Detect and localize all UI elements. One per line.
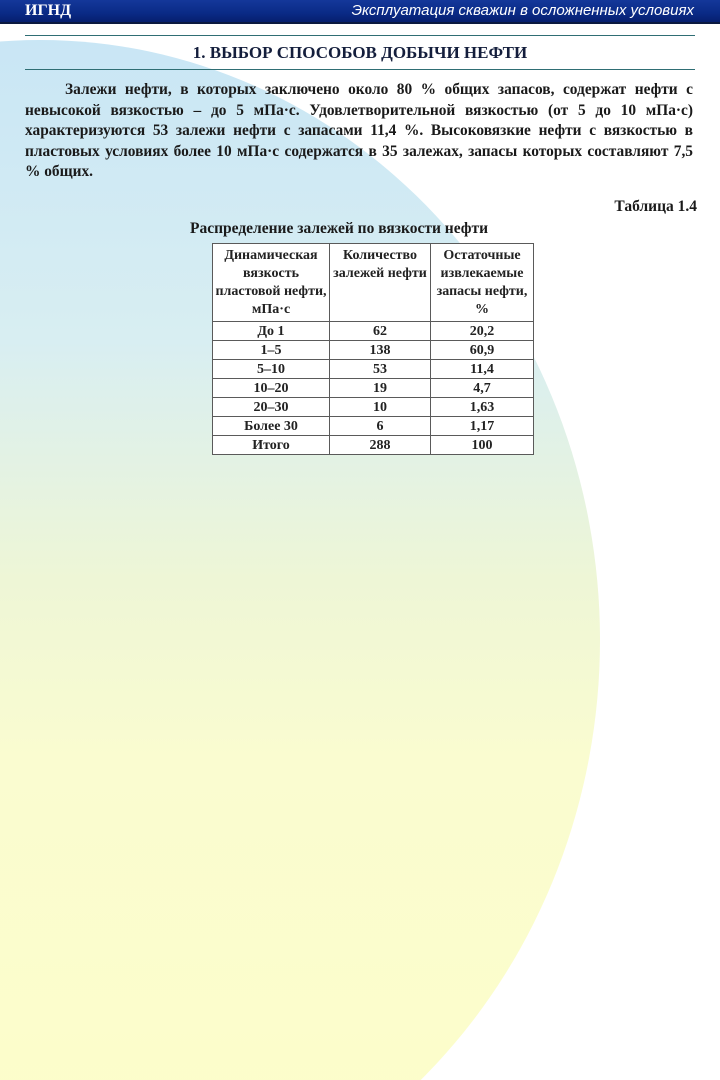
cell-count: 10 bbox=[330, 398, 431, 417]
cell-viscosity: До 1 bbox=[213, 322, 330, 341]
header-count: Количество залежей нефти bbox=[330, 244, 431, 322]
cell-viscosity: 1–5 bbox=[213, 341, 330, 360]
cell-reserves: 11,4 bbox=[431, 360, 534, 379]
cell-viscosity: 20–30 bbox=[213, 398, 330, 417]
cell-reserves: 4,7 bbox=[431, 379, 534, 398]
cell-viscosity: Итого bbox=[213, 436, 330, 455]
divider-top bbox=[25, 35, 695, 36]
cell-reserves: 1,63 bbox=[431, 398, 534, 417]
table-caption: Распределение залежей по вязкости нефти bbox=[190, 220, 489, 237]
cell-reserves: 1,17 bbox=[431, 417, 534, 436]
cell-count: 62 bbox=[330, 322, 431, 341]
viscosity-table bbox=[212, 243, 534, 455]
header-viscosity: Динамическая вязкость пластовой нефти, мПа·с bbox=[213, 244, 330, 322]
cell-count: 138 bbox=[330, 341, 431, 360]
table-row-total bbox=[213, 436, 534, 455]
cell-viscosity: Более 30 bbox=[213, 417, 330, 436]
table-row bbox=[213, 341, 534, 360]
table-header-row bbox=[213, 244, 534, 322]
cell-reserves: 100 bbox=[431, 436, 534, 455]
header-bar bbox=[0, 0, 720, 24]
presentation-title: Эксплуатация скважин в осложненных условиях bbox=[351, 2, 694, 19]
cell-count: 288 bbox=[330, 436, 431, 455]
org-label: ИГНД bbox=[25, 2, 72, 19]
cell-count: 6 bbox=[330, 417, 431, 436]
cell-reserves: 20,2 bbox=[431, 322, 534, 341]
table-row bbox=[213, 417, 534, 436]
table-row bbox=[213, 322, 534, 341]
cell-reserves: 60,9 bbox=[431, 341, 534, 360]
cell-viscosity: 10–20 bbox=[213, 379, 330, 398]
table-row bbox=[213, 398, 534, 417]
cell-viscosity: 5–10 bbox=[213, 360, 330, 379]
table-row bbox=[213, 379, 534, 398]
paragraph-text: Залежи нефти, в которых заключено около 80 % общих запасов, содержат нефти с невысокой вязкостью – до 5 мПа·с. Удовлетворительной вязкостью (от 5 до 10 мПа·с) характеризуются 53 залежи нефти с запасами 11,4 %. Высоковязкие нефти с вязкостью в пластовых условиях более 10 мПа·с содержатся в 35 залежах, запасы которых составляют 7,5 % общих. bbox=[25, 81, 693, 180]
section-title: 1. ВЫБОР СПОСОБОВ ДОБЫЧИ НЕФТИ bbox=[192, 43, 528, 62]
background-decoration bbox=[0, 40, 600, 1080]
table-row bbox=[213, 360, 534, 379]
divider-bottom bbox=[25, 69, 695, 70]
table-number: Таблица 1.4 bbox=[614, 198, 697, 215]
header-reserves: Остаточные извлекаемые запасы нефти, % bbox=[431, 244, 534, 322]
cell-count: 53 bbox=[330, 360, 431, 379]
cell-count: 19 bbox=[330, 379, 431, 398]
body-paragraph bbox=[25, 80, 693, 183]
